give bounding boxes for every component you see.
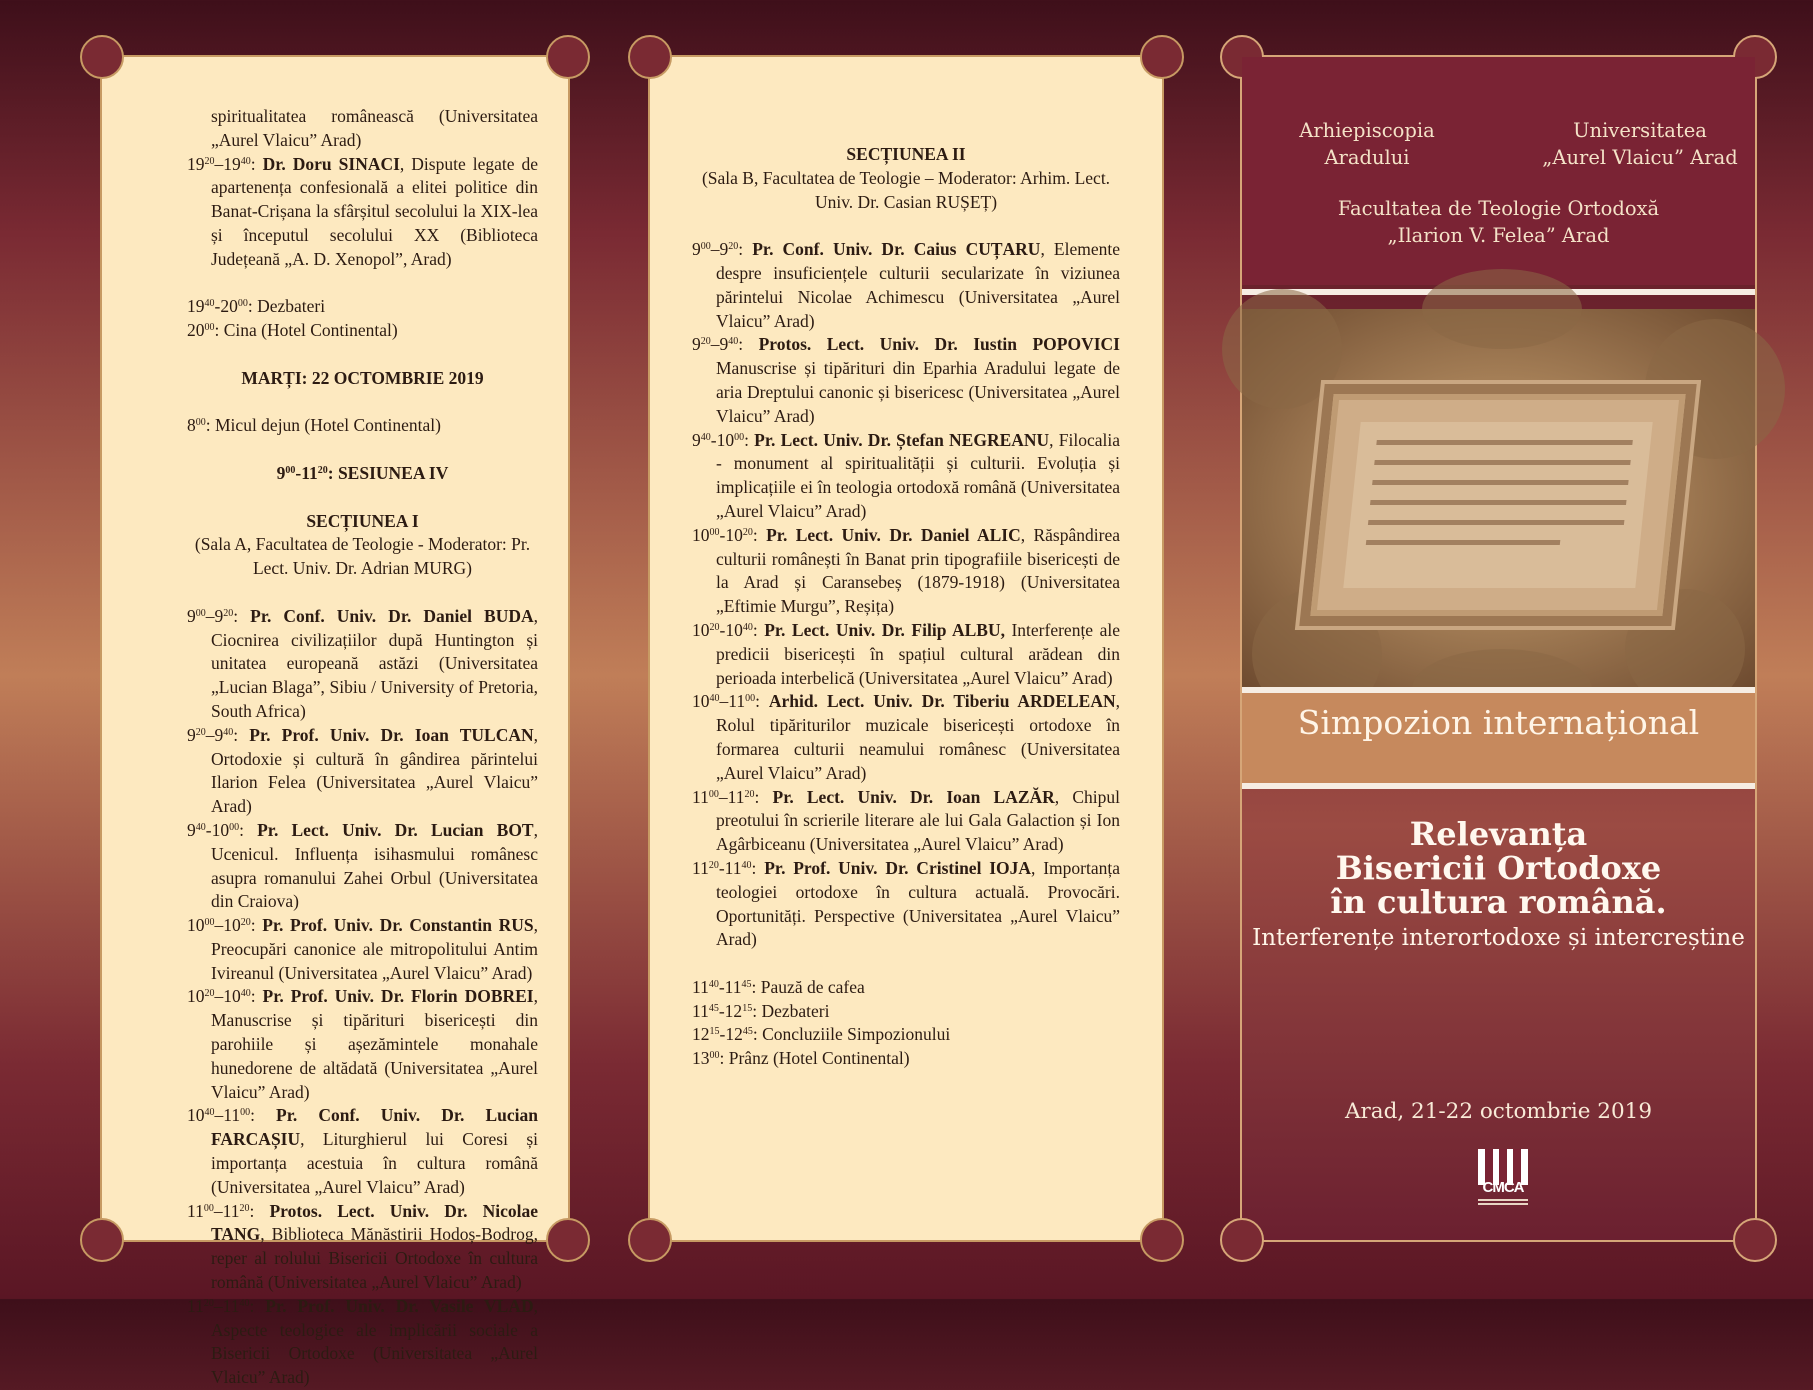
main-title: Relevanța Bisericii Ortodoxe în cultura română. bbox=[1330, 815, 1667, 921]
time-minute: 20 bbox=[742, 526, 753, 538]
section-heading bbox=[692, 143, 1120, 167]
time-minute: 40 bbox=[708, 978, 719, 990]
time-hour: -11 bbox=[718, 857, 742, 878]
time-hour: -10 bbox=[710, 429, 735, 450]
entry-text: , Ciocnirea civilizațiilor după Huntington și unitatea europeană astăzi (Universitatea „Lucian Blaga”, Sibiu / University of Pretoria, South Africa) bbox=[211, 605, 538, 721]
time-hour: 9 bbox=[276, 462, 286, 483]
time-hour: 11 bbox=[692, 1000, 709, 1021]
separator: : bbox=[752, 1000, 762, 1021]
heading-text: SECȚIUNEA I bbox=[306, 510, 419, 531]
time-minute: 15 bbox=[709, 1026, 720, 1038]
time-hour: 9 bbox=[692, 239, 701, 260]
cmca-logo: CMCA bbox=[1478, 1149, 1528, 1211]
time-minute: 00 bbox=[203, 1202, 214, 1214]
section-heading bbox=[187, 510, 538, 534]
time-hour: 11 bbox=[187, 1200, 204, 1221]
separator: : bbox=[249, 1200, 270, 1221]
speaker-name: Pr. Conf. Univ. Dr. Daniel BUDA bbox=[250, 605, 534, 626]
time-hour: 11 bbox=[187, 1295, 204, 1316]
time-hour: –9 bbox=[205, 605, 224, 626]
entry-text: , Elemente despre insuficiențele culturii secularizate în viziunea părintelui Nicolae Achimescu (Universitatea „Aurel Vlaicu” Arad) bbox=[716, 239, 1120, 331]
time-hour: 10 bbox=[692, 619, 710, 640]
speaker-name: Pr. Conf. Univ. Dr. Lucian FARCAȘIU bbox=[211, 1105, 538, 1150]
subtitle: Interferențe interortodoxe și intercreștine bbox=[1252, 925, 1745, 951]
spacer bbox=[692, 952, 1120, 976]
time-minute: 40 bbox=[709, 693, 720, 705]
separator: : bbox=[247, 296, 258, 317]
speaker-name: Pr. Lect. Univ. Dr. Filip ALBU, bbox=[764, 619, 1005, 640]
separator: : bbox=[738, 334, 759, 355]
time-minute: 40 bbox=[204, 1107, 215, 1119]
entry-text: , Dispute legate de apartenența confesională a elitei politice din Banat-Crișana la sfârșitul secolului la XIX-lea și începutul secolului XX (Biblioteca Județeană „A. D. Xenopol”, Arad) bbox=[211, 153, 538, 269]
time-hour: –19 bbox=[214, 153, 241, 174]
corner-notch bbox=[1733, 1218, 1777, 1262]
program-entry bbox=[187, 605, 538, 724]
time-minute: 40 bbox=[700, 431, 711, 443]
time-minute: 00 bbox=[195, 607, 206, 619]
time-minute: 00 bbox=[240, 1107, 251, 1119]
time-hour: 10 bbox=[187, 986, 205, 1007]
separator: : bbox=[233, 605, 251, 626]
time-minute: 20 bbox=[744, 788, 755, 800]
separator: : bbox=[738, 239, 753, 260]
speaker-name: Pr. Prof. Univ. Dr. Constantin RUS bbox=[262, 915, 534, 936]
cover-header bbox=[1242, 57, 1755, 285]
spacer bbox=[187, 581, 538, 605]
time-hour: -12 bbox=[719, 1024, 743, 1045]
spacer bbox=[187, 391, 538, 415]
time-hour: 10 bbox=[187, 1105, 205, 1126]
entry-text: Interferențe ale predicii bisericești în spațiul cultural arădean din perioada interbelică (Universitatea „Aurel Vlaicu” Arad) bbox=[716, 619, 1120, 688]
entry-text: , Biblioteca Mănăstirii Hodoș-Bodrog, reper al rolului Bisericii Ortodoxe în cultura română (Universitatea „Aurel Vlaicu” Arad) bbox=[211, 1224, 538, 1293]
program-entry bbox=[187, 819, 538, 914]
separator: : bbox=[205, 415, 215, 436]
time-minute: 20 bbox=[708, 859, 719, 871]
separator: : bbox=[751, 976, 761, 997]
time-hour: –9 bbox=[710, 334, 729, 355]
time-minute: 20 bbox=[203, 1297, 214, 1309]
time-minute: 40 bbox=[239, 1297, 250, 1309]
org-faculty: Facultatea de Teologie Ortodoxă „Ilarion V. Felea” Arad bbox=[1337, 197, 1660, 247]
spacer bbox=[187, 486, 538, 510]
session-info: (Sala A, Facultatea de Teologie - Moderator: Pr. Lect. Univ. Dr. Adrian MURG) bbox=[194, 534, 531, 579]
speaker-name: Pr. Prof. Univ. Dr. Ioan TULCAN bbox=[249, 724, 534, 745]
entry-text: , Ucenicul. Influența isihasmului românesc asupra romanului Zahei Orbul (Universitatea din Craiova) bbox=[211, 819, 538, 912]
entry-text: , Importanța teologiei ortodoxe în cultura actuală. Provocări. Oportunități. Perspective (Universitatea „Aurel Vlaicu” Arad) bbox=[716, 857, 1120, 950]
speaker-name: Pr. Prof. Univ. Dr. Florin DOBREI bbox=[262, 986, 534, 1007]
spacer bbox=[187, 438, 538, 462]
speaker-name: Pr. Prof. Univ. Dr. Vasile VLAD bbox=[265, 1295, 534, 1316]
separator: : bbox=[755, 691, 769, 712]
time-minute: 20 bbox=[317, 464, 328, 476]
speaker-name: Dr. Doru SINACI bbox=[262, 153, 400, 174]
time-minute: 20 bbox=[195, 726, 206, 738]
time-hour: 11 bbox=[692, 976, 709, 997]
time-hour: –11 bbox=[214, 1105, 241, 1126]
program-entry bbox=[692, 857, 1120, 952]
time-minute: 20 bbox=[240, 917, 251, 929]
separator: : bbox=[233, 724, 250, 745]
time-hour: 11 bbox=[692, 786, 709, 807]
time-hour: 9 bbox=[692, 429, 701, 450]
speaker-name: Pr. Lect. Univ. Dr. Ștefan NEGREANU bbox=[754, 429, 1050, 450]
program-entry bbox=[187, 1295, 538, 1390]
program-entry bbox=[692, 1047, 1120, 1071]
entry-text: Dezbateri bbox=[257, 296, 326, 317]
time-minute: 20 bbox=[223, 607, 234, 619]
time-minute: 00 bbox=[195, 417, 206, 429]
program-entry bbox=[692, 690, 1120, 785]
program-entry bbox=[187, 985, 538, 1104]
time-minute: 40 bbox=[741, 859, 752, 871]
time-hour: -12 bbox=[718, 1000, 743, 1021]
separator: : bbox=[239, 819, 258, 840]
section-heading bbox=[187, 367, 538, 391]
session-info: (Sala B, Facultatea de Teologie – Moderator: Arhim. Lect. Univ. Dr. Casian RUȘEȚ) bbox=[701, 167, 1111, 212]
entry-text: , Preocupări canonice ale mitropolitului Antim Ivireanul (Universitatea „Aurel Vlaicu” Arad) bbox=[211, 915, 538, 983]
time-hour: 20 bbox=[187, 320, 205, 341]
entry-text: Concluziile Simpozionului bbox=[762, 1024, 951, 1045]
time-hour: 9 bbox=[692, 334, 701, 355]
separator: : bbox=[214, 320, 224, 341]
speaker-name: Pr. Lect. Univ. Dr. Ioan LAZĂR bbox=[772, 786, 1055, 807]
heading-text: SECȚIUNEA II bbox=[846, 144, 966, 164]
time-hour: –11 bbox=[213, 1200, 240, 1221]
program-entry bbox=[692, 524, 1120, 619]
entry-text: , Chipul preotului în scrierile literare ale lui Gala Galaction și Ion Agârbiceanu (Universitatea „Aurel Vlaicu” Arad) bbox=[716, 786, 1120, 855]
time-hour: –10 bbox=[214, 986, 241, 1007]
program-entry bbox=[187, 153, 538, 272]
plaque-frame bbox=[1310, 394, 1685, 616]
heading-text bbox=[277, 463, 449, 483]
time-minute: 00 bbox=[709, 1050, 720, 1062]
time-minute: 40 bbox=[742, 621, 753, 633]
entry-text: , Ortodoxie și cultură în gândirea părintelui Ilarion Felea (Universitatea „Aurel Vlaicu” Arad) bbox=[211, 724, 538, 817]
separator: : bbox=[250, 986, 263, 1007]
time-minute: 40 bbox=[240, 155, 251, 167]
entry-text: , Rolul tipăriturilor muzicale bisericești ortodoxe în formarea culturii neamului românesc (Universitatea „Aurel Vlaicu” Arad) bbox=[716, 691, 1120, 783]
time-hour: 13 bbox=[692, 1048, 710, 1069]
time-hour: -10 bbox=[205, 819, 230, 840]
time-hour: 9 bbox=[187, 724, 196, 745]
time-minute: 20 bbox=[728, 241, 739, 253]
spacer bbox=[187, 343, 538, 367]
time-minute: 00 bbox=[734, 431, 745, 443]
spacer bbox=[692, 214, 1120, 238]
time-hour: –9 bbox=[710, 239, 729, 260]
time-hour: 10 bbox=[692, 524, 710, 545]
corner-notch bbox=[1220, 1218, 1264, 1262]
speaker-name: Protos. Lect. Univ. Dr. Nicolae TANG bbox=[211, 1200, 538, 1245]
program-entry bbox=[187, 1200, 538, 1295]
time-hour: –11 bbox=[718, 786, 745, 807]
time-hour: –10 bbox=[214, 915, 241, 936]
time-hour: 9 bbox=[187, 605, 196, 626]
separator: : bbox=[752, 619, 765, 640]
separator: : bbox=[751, 857, 765, 878]
speaker-name: Pr. Prof. Univ. Dr. Cristinel IOJA bbox=[764, 857, 1032, 878]
time-hour: 19 bbox=[187, 296, 205, 317]
time-hour: –9 bbox=[205, 724, 224, 745]
program-entry bbox=[692, 619, 1120, 690]
program-entry bbox=[692, 429, 1120, 524]
program-entry bbox=[692, 976, 1120, 1000]
entry-text: Prânz (Hotel Continental) bbox=[728, 1048, 910, 1069]
program-middle-content bbox=[650, 57, 1162, 1240]
speaker-name: Arhid. Lect. Univ. Dr. Tiberiu ARDELEAN bbox=[768, 691, 1116, 712]
time-minute: 45 bbox=[742, 1026, 753, 1038]
time-hour: -20 bbox=[214, 296, 238, 317]
time-hour: 12 bbox=[692, 1024, 710, 1045]
time-minute: 00 bbox=[229, 821, 240, 833]
time-minute: 20 bbox=[204, 155, 215, 167]
time-minute: 40 bbox=[728, 336, 739, 348]
time-hour: –11 bbox=[213, 1295, 240, 1316]
program-entry bbox=[692, 1023, 1120, 1047]
program-left-content bbox=[102, 57, 568, 1388]
speaker-name: Pr. Conf. Univ. Dr. Caius CUȚARU bbox=[752, 239, 1041, 260]
program-entry bbox=[692, 333, 1120, 428]
time-minute: 40 bbox=[240, 988, 251, 1000]
time-hour: -10 bbox=[719, 524, 743, 545]
separator: : bbox=[754, 786, 773, 807]
time-minute: 20 bbox=[239, 1202, 250, 1214]
symposium-label: Simpozion internațional bbox=[1297, 703, 1700, 742]
speaker-name: Protos. Lect. Univ. Dr. Iustin POPOVICI bbox=[758, 334, 1120, 355]
time-hour: 19 bbox=[187, 153, 205, 174]
time-minute: 00 bbox=[708, 788, 719, 800]
org-archdiocese: Arhiepiscopia Aradului bbox=[1299, 119, 1435, 169]
program-entry bbox=[692, 786, 1120, 857]
entry-text: , Liturghierul lui Coresi și importanța acestuia în cultura română (Universitatea „Aurel Vlaicu” Arad) bbox=[211, 1129, 538, 1197]
time-minute: 00 bbox=[204, 917, 215, 929]
entry-text: , Aspecte teologice ale implicării sociale a Bisericii Ortodoxe (Universitatea „Aurel Vlaicu” Arad) bbox=[211, 1295, 538, 1388]
time-minute: 40 bbox=[223, 726, 234, 738]
time-minute: 15 bbox=[742, 1002, 753, 1014]
time-minute: 00 bbox=[709, 526, 720, 538]
time-minute: 45 bbox=[708, 1002, 719, 1014]
stone-plaque-photo bbox=[1242, 309, 1755, 689]
divider-band bbox=[1242, 783, 1755, 789]
time-minute: 00 bbox=[745, 693, 756, 705]
entry-text: Cina (Hotel Continental) bbox=[223, 320, 398, 341]
separator: : bbox=[719, 1048, 729, 1069]
entry-text: Pauză de cafea bbox=[760, 976, 865, 997]
separator: : bbox=[744, 429, 755, 450]
separator: : bbox=[250, 1105, 277, 1126]
separator: : bbox=[752, 1024, 763, 1045]
separator: : bbox=[249, 1295, 266, 1316]
cover-panel bbox=[1240, 55, 1757, 1242]
entry-text: Manuscrise și tipărituri din Eparhia Aradului legate de aria Dreptului canonic și bisericesc (Universitatea „Aurel Vlaicu” Arad) bbox=[716, 358, 1120, 426]
program-panel-left bbox=[100, 55, 570, 1388]
time-hour: 10 bbox=[692, 691, 710, 712]
time-minute: 20 bbox=[700, 336, 711, 348]
program-entry bbox=[692, 238, 1120, 333]
session-heading bbox=[187, 462, 538, 486]
time-minute: 40 bbox=[195, 821, 206, 833]
time-hour: -11 bbox=[718, 976, 742, 997]
time-hour: -11 bbox=[295, 462, 318, 483]
time-minute: 00 bbox=[285, 464, 296, 476]
program-panel-middle bbox=[648, 55, 1164, 1242]
separator: : bbox=[250, 915, 263, 936]
speaker-name: Pr. Lect. Univ. Dr. Daniel ALIC bbox=[766, 524, 1021, 545]
time-hour: 8 bbox=[187, 415, 196, 436]
separator: : bbox=[250, 153, 263, 174]
time-minute: 00 bbox=[204, 322, 215, 334]
separator: : bbox=[752, 524, 767, 545]
time-minute: 00 bbox=[237, 298, 248, 310]
program-entry bbox=[692, 1000, 1120, 1024]
session-title: : SESIUNEA IV bbox=[327, 462, 449, 483]
time-hour: –11 bbox=[719, 691, 746, 712]
program-entry bbox=[187, 914, 538, 985]
program-entry bbox=[187, 414, 538, 438]
event-date: Arad, 21-22 octombrie 2019 bbox=[1344, 1099, 1652, 1124]
entry-text: Dezbateri bbox=[761, 1000, 830, 1021]
org-university: Universitatea „Aurel Vlaicu” Arad bbox=[1542, 119, 1738, 169]
time-hour: -10 bbox=[719, 619, 743, 640]
time-minute: 45 bbox=[741, 978, 752, 990]
program-text: spiritualitatea românească (Universitatea „Aurel Vlaicu” Arad) bbox=[211, 106, 538, 150]
time-minute: 00 bbox=[700, 241, 711, 253]
time-hour: 10 bbox=[187, 915, 205, 936]
time-hour: 9 bbox=[187, 819, 196, 840]
spacer bbox=[187, 272, 538, 296]
program-entry bbox=[187, 319, 538, 343]
entry-text: , Manuscrise și tipărituri bisericești din parohiile și așezămintele monahale hunedorene de altădată (Universitatea „Aurel Vlaicu” Arad) bbox=[211, 986, 538, 1102]
time-minute: 40 bbox=[204, 298, 215, 310]
time-hour: 11 bbox=[692, 857, 709, 878]
time-minute: 20 bbox=[204, 988, 215, 1000]
entry-text: Micul dejun (Hotel Continental) bbox=[215, 415, 441, 436]
heading-text: MARȚI: 22 OCTOMBRIE 2019 bbox=[241, 367, 484, 388]
time-minute: 20 bbox=[709, 621, 720, 633]
speaker-name: Pr. Lect. Univ. Dr. Lucian BOT bbox=[257, 819, 534, 840]
program-entry bbox=[187, 724, 538, 819]
entry-text: , Filocalia - monument al spiritualității și culturii. Evoluția și implicațiile ei în teologia ortodoxă română (Universitatea „Aurel Vlaicu” Arad) bbox=[716, 429, 1120, 521]
entry-text: , Răspândirea culturii românești în Banat prin tipografiile bisericești de la Arad și Caransebeș (1879-1918) (Universitatea „Eftimie Murgu”, Reșița) bbox=[716, 524, 1120, 617]
program-entry bbox=[187, 1104, 538, 1199]
program-entry bbox=[187, 295, 538, 319]
